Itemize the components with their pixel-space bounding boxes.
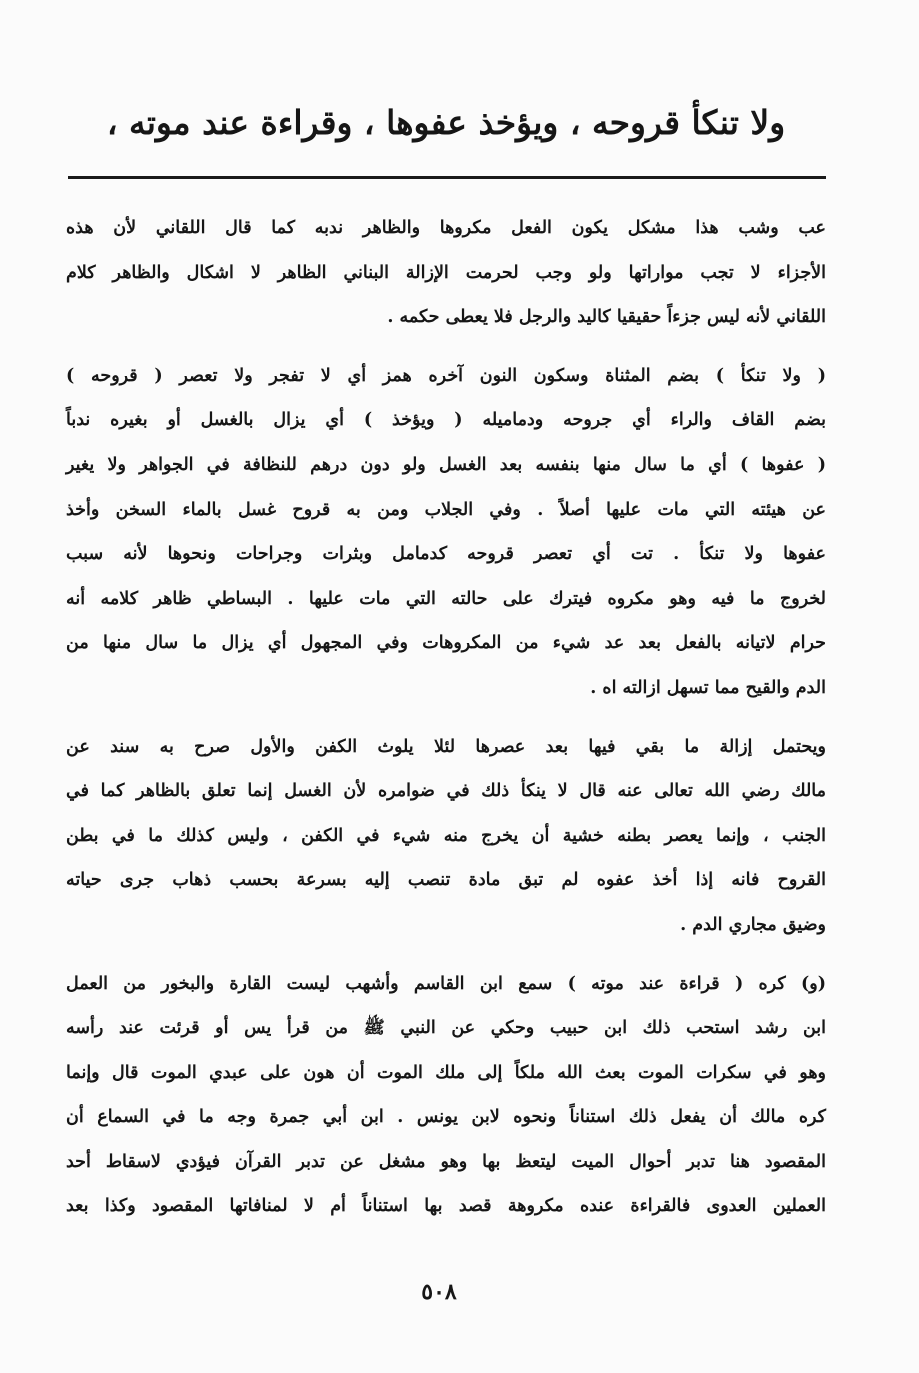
text-line: القروح فانه إذا أخذ عفوه لم تبق مادة تنصب إليه بسرعة بحسب ذهاب جرى حياته xyxy=(66,870,826,891)
text-line: العملين العدوى فالقراءة عنده مكروهة قصد بها استناناً أم لا لمنافاتها المقصود وكذا بعد xyxy=(66,1196,826,1217)
text-line: اللقاني لأنه ليس جزءاً حقيقيا كاليد والرجل فلا يعطى حكمه . xyxy=(387,307,826,328)
paragraph xyxy=(66,206,826,340)
text-line: عب وشب هذا مشكل يكون الفعل مكروها والظاهر ندبه كما قال اللقاني لأن هذه xyxy=(66,218,826,238)
text-line: حرام لاتيانه بالفعل بعد عد شيء من المكروهات وفي المجهول أي يزال ما سال منها من xyxy=(66,633,826,654)
paragraph xyxy=(66,725,826,948)
text-line: ابن رشد استحب ذلك ابن حبيب وحكي عن النبي ﷺ من قرأ يس أو قرئت عند رأسه xyxy=(66,1018,826,1039)
paragraph xyxy=(66,962,826,1230)
text-line: عن هيئته التي مات عليها أصلاً . وفي الجلاب ومن به قروح غسل بالماء السخن وأخذ xyxy=(66,499,826,520)
text-line: كره مالك أن يفعل ذلك استناناً ونحوه لابن يونس . ابن أبي جمرة وجه ما في السماع أن xyxy=(66,1107,826,1128)
page-number: ٥٠٨ xyxy=(421,1279,457,1305)
text-line: وهو في سكرات الموت بعث الله ملكاً إلى ملك الموت أن هون على عبدي الموت قال وإنما xyxy=(66,1062,826,1083)
text-line: الدم والقيح مما تسهل ازالته اه . xyxy=(590,677,826,698)
text-line: بضم القاف والراء أي جروحه ودماميله ( ويؤخذ ) أي يزال بالغسل أو بغيره ندباً xyxy=(66,410,826,431)
text-line: المقصود هنا تدبر أحوال الميت ليتعظ بها وهو مشغل عن تدبر القرآن فيؤدي لاسقاط أحد xyxy=(66,1151,826,1172)
text-line: ويحتمل إزالة ما بقي فيها بعد عصرها لئلا يلوث الكفن والأول صرح به سند عن xyxy=(66,736,826,757)
text-line: الجنب ، وإنما يعصر بطنه خشية أن يخرج منه شيء في الكفن ، وليس كذلك ما في بطن xyxy=(66,825,826,846)
paragraph xyxy=(66,354,826,711)
header-divider xyxy=(68,176,826,179)
text-line: وضيق مجاري الدم . xyxy=(680,914,826,935)
text-line: الأجزاء لا تجب مواراتها ولو وجب لحرمت الإزالة البناني الظاهر لا اشكال والظاهر كلام xyxy=(66,262,826,283)
text-line: مالك رضي الله تعالى عنه قال لا ينكأ ذلك في ضوامره لأن الغسل إنما تعلق بالظاهر كما في xyxy=(66,781,826,802)
body-text xyxy=(66,206,826,1229)
text-line: لخروج ما فيه وهو مكروه فيترك على حالته التي مات عليها . البساطي ظاهر كلامه أنه xyxy=(66,588,826,609)
text-line: عفوها ولا تنكأ . تت أي تعصر قروحه كدمامل وبثرات وجراحات ونحوها لأنه سبب xyxy=(66,544,826,565)
page-header: ولا تنكأ قروحه ، ويؤخذ عفوها ، وقراءة عند موته ، xyxy=(106,103,786,142)
text-line: (و) كره ( قراءة عند موته ) سمع ابن القاسم وأشهب ليست القارة والبخور من العمل xyxy=(66,973,826,994)
text-line: ( عفوها ) أي ما سال منها بنفسه بعد الغسل ولو دون درهم للنظافة في الجواهر ولا يغير xyxy=(66,454,826,475)
text-line: ( ولا تنكأ ) بضم المثناة وسكون النون آخره همز أي لا تفجر ولا تعصر ( قروحه ) xyxy=(66,365,826,386)
